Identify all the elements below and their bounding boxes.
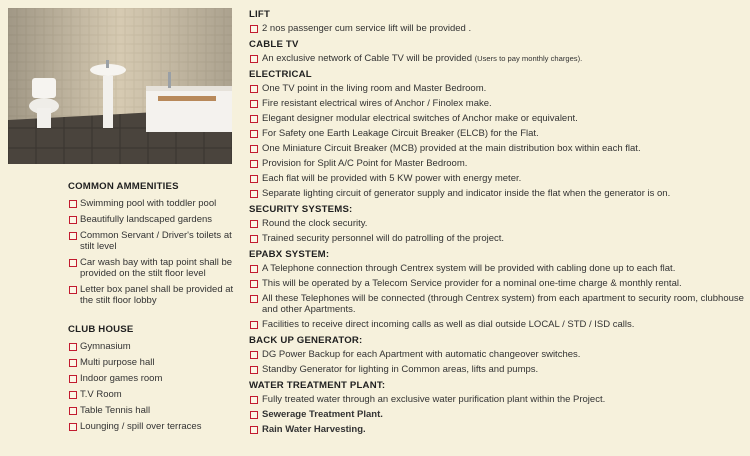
checkbox-bullet-icon [250,100,258,108]
checkbox-bullet-icon [69,232,77,240]
checkbox-bullet-icon [69,407,77,415]
list-item-text: Standby Generator for lighting in Common areas, lifts and pumps. [262,364,539,375]
checkbox-bullet-icon [250,220,258,228]
list-item [249,233,745,244]
list-item [68,214,246,225]
checkbox-bullet-icon [250,130,258,138]
checkbox-bullet-icon [250,280,258,288]
list-item [249,143,745,154]
checkbox-bullet-icon [250,85,258,93]
list-item-text: Each flat will be provided with 5 KW power with energy meter. [262,173,522,184]
list-item-text: An exclusive network of Cable TV will be provided [262,53,472,64]
checkbox-bullet-icon [250,235,258,243]
checkbox-bullet-icon [69,200,77,208]
list-item-text: One TV point in the living room and Master Bedroom. [262,83,487,94]
list-item-text: Provision for Split A/C Point for Master Bedroom. [262,158,468,169]
checkbox-bullet-icon [250,175,258,183]
list-item [249,83,745,94]
list-item [249,218,745,229]
list-item [249,364,745,375]
list-item-text: Elegant designer modular electrical switches of Anchor make or equivalent. [262,113,578,124]
list-item [249,173,745,184]
list-item-text: A Telephone connection through Centrex system will be provided with cabling done up to each flat. [262,263,676,274]
list-item [68,198,246,209]
list-item [68,230,246,252]
checkbox-bullet-icon [69,375,77,383]
checkbox-bullet-icon [69,391,77,399]
list-item [249,188,745,199]
list-item-text: Indoor games room [80,373,163,384]
list-item-text: Beautifully landscaped gardens [80,214,213,225]
list-item [249,128,745,139]
section-heading: EPABX SYSTEM: [249,249,330,260]
checkbox-bullet-icon [69,216,77,224]
list-item-text: Swimming pool with toddler pool [80,198,217,209]
list-item [249,394,745,405]
checkbox-bullet-icon [250,295,258,303]
list-item [68,357,246,368]
list-item-text: Gymnasium [80,341,131,352]
list-item [68,421,246,432]
list-item-text: Lounging / spill over terraces [80,421,202,432]
list-item-text: Common Servant / Driver's toilets at stilt level [80,230,232,252]
list-item-text: Letter box panel shall be provided at the stilt floor lobby [80,284,234,306]
list-item [68,373,246,384]
section-heading: CABLE TV [249,39,299,50]
list-item-text: For Safety one Earth Leakage Circuit Breaker (ELCB) for the Flat. [262,128,539,139]
list-item-text: All these Telephones will be connected (through Centrex system) from each apartment to security room, clubhouse and other Apartments. [262,293,744,315]
section-heading: ELECTRICAL [249,69,312,80]
list-item [68,257,246,279]
list-item [68,405,246,416]
checkbox-bullet-icon [69,343,77,351]
list-item [249,409,745,420]
list-item [249,263,745,274]
section-heading: WATER TREATMENT PLANT: [249,380,386,391]
list-item-text: Multi purpose hall [80,357,155,368]
list-item [249,23,745,34]
list-item [249,293,745,315]
checkbox-bullet-icon [69,286,77,294]
list-item [68,284,246,306]
section-heading: COMMON AMMENITIES [68,181,179,192]
list-item-text: This will be operated by a Telecom Service provider for a nominal one-time charge & monthly rental. [262,278,682,289]
checkbox-bullet-icon [250,396,258,404]
section-heading: LIFT [249,9,271,20]
section-heading: BACK UP GENERATOR: [249,335,363,346]
checkbox-bullet-icon [250,160,258,168]
right-column [249,8,745,439]
checkbox-bullet-icon [250,265,258,273]
checkbox-bullet-icon [250,25,258,33]
list-item [249,158,745,169]
list-item-text: T.V Room [80,389,122,400]
list-item-text: Rain Water Harvesting. [262,424,366,435]
section-heading: CLUB HOUSE [68,324,134,335]
list-item-note: (Users to pay monthly charges). [474,54,583,63]
checkbox-bullet-icon [250,351,258,359]
list-item-text: Sewerage Treatment Plant. [262,409,383,420]
checkbox-bullet-icon [250,145,258,153]
list-item-text: Separate lighting circuit of generator supply and indicator inside the flat when the generator is on. [262,188,671,199]
left-column [68,180,246,437]
list-item [249,98,745,109]
list-item-text: Car wash bay with tap point shall be provided on the stilt floor level [80,257,233,279]
list-item-text: 2 nos passenger cum service lift will be provided . [262,23,472,34]
checkbox-bullet-icon [250,411,258,419]
checkbox-bullet-icon [250,366,258,374]
list-item-text: Round the clock security. [262,218,368,229]
checkbox-bullet-icon [250,55,258,63]
checkbox-bullet-icon [69,259,77,267]
list-item-text: One Miniature Circuit Breaker (MCB) provided at the main distribution box within each flat. [262,143,641,154]
list-item [249,349,745,360]
checkbox-bullet-icon [250,426,258,434]
list-item [249,113,745,124]
list-item-text: Trained security personnel will do patrolling of the project. [262,233,505,244]
checkbox-bullet-icon [250,321,258,329]
list-item [249,424,745,435]
checkbox-bullet-icon [250,190,258,198]
section-heading: SECURITY SYSTEMS: [249,204,353,215]
list-item-text: Fully treated water through an exclusive water purification plant within the Project. [262,394,606,405]
list-item [68,341,246,352]
checkbox-bullet-icon [250,115,258,123]
list-item-text: Facilities to receive direct incoming calls as well as dial outside LOCAL / STD / ISD calls. [262,319,635,330]
list-item [68,389,246,400]
bathroom-photo [8,8,232,164]
list-item-text: Fire resistant electrical wires of Anchor / Finolex make. [262,98,492,109]
checkbox-bullet-icon [69,423,77,431]
list-item-text: DG Power Backup for each Apartment with automatic changeover switches. [262,349,581,360]
list-item [249,278,745,289]
list-item [249,319,745,330]
list-item [249,53,745,64]
checkbox-bullet-icon [69,359,77,367]
list-item-text: Table Tennis hall [80,405,151,416]
